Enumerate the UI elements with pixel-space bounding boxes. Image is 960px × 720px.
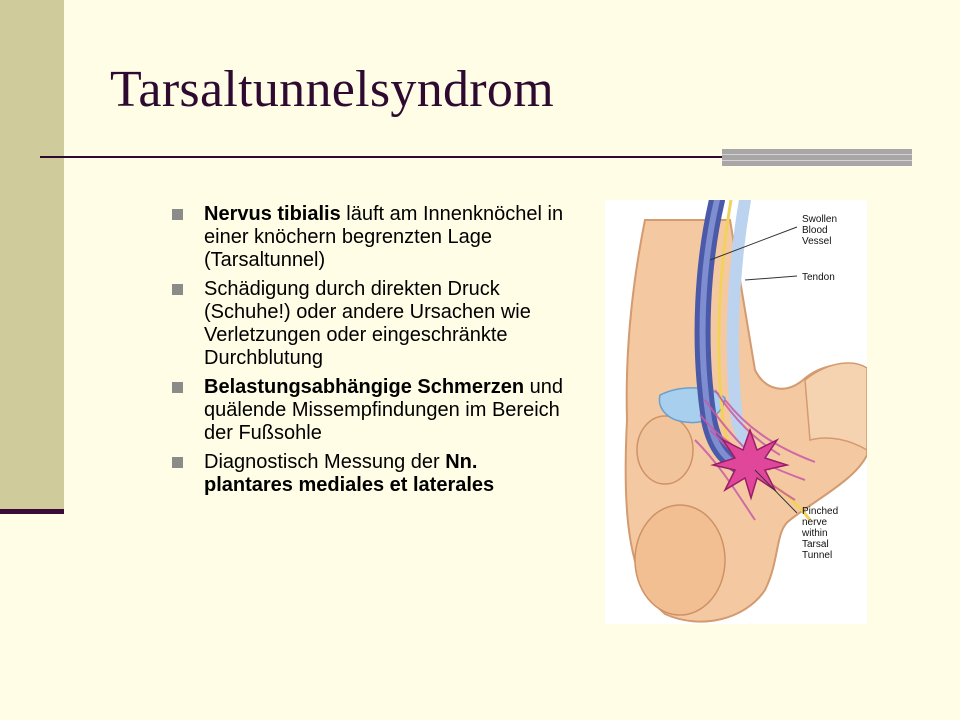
bullet-square-icon (172, 382, 183, 393)
accent-sidebar-underline (0, 509, 64, 514)
title-divider-accent (722, 149, 912, 166)
bullet-item (172, 278, 567, 370)
bullet-item (172, 451, 567, 497)
bullet-item (172, 203, 567, 272)
slide-title: Tarsaltunnelsyndrom (110, 61, 554, 118)
bullet-square-icon (172, 209, 183, 220)
nerve-label-line: Pinched (802, 506, 839, 517)
foot-anatomy-illustration (605, 200, 867, 624)
bullet-bold-text: Nn. plantares mediales et laterales (204, 451, 495, 496)
nerve-label-line: Tarsal (802, 539, 829, 550)
bullet-bold-text: Belastungsabhängige Schmerzen (204, 376, 525, 398)
bullet-list (172, 203, 567, 503)
bullet-bold-text: Nervus tibialis (204, 203, 341, 225)
bullet-square-icon (172, 284, 183, 295)
vessel-label-line: Blood (802, 225, 828, 236)
accent-sidebar (0, 0, 64, 512)
vessel-label-line: Swollen (802, 214, 838, 225)
bullet-text: Diagnostisch Messung der (204, 451, 446, 473)
tendon-label: Tendon (802, 272, 835, 283)
bullet-text: läuft am Innenknöchel in einer knöchern begrenzten Lage (Tarsaltunnel) (204, 203, 564, 271)
nerve-label-line: nerve (802, 517, 828, 528)
heel-shape (635, 505, 725, 615)
bullet-item (172, 376, 567, 445)
nerve-label-line: Tunnel (802, 550, 833, 561)
nerve-label-line: within (802, 528, 828, 539)
vessel-label (802, 214, 837, 247)
bullet-square-icon (172, 457, 183, 468)
vessel-label-line: Vessel (802, 236, 832, 247)
bullet-text: Schädigung durch direkten Druck (Schuhe!) oder andere Ursachen wie Verletzungen oder eingeschränkte Durchblutung (204, 278, 531, 369)
bullet-text: und quälende Missempfindungen im Bereich der Fußsohle (204, 376, 564, 444)
nerve-label (802, 506, 838, 561)
ankle-bone-shape (637, 416, 693, 484)
toes-shape (805, 363, 867, 450)
